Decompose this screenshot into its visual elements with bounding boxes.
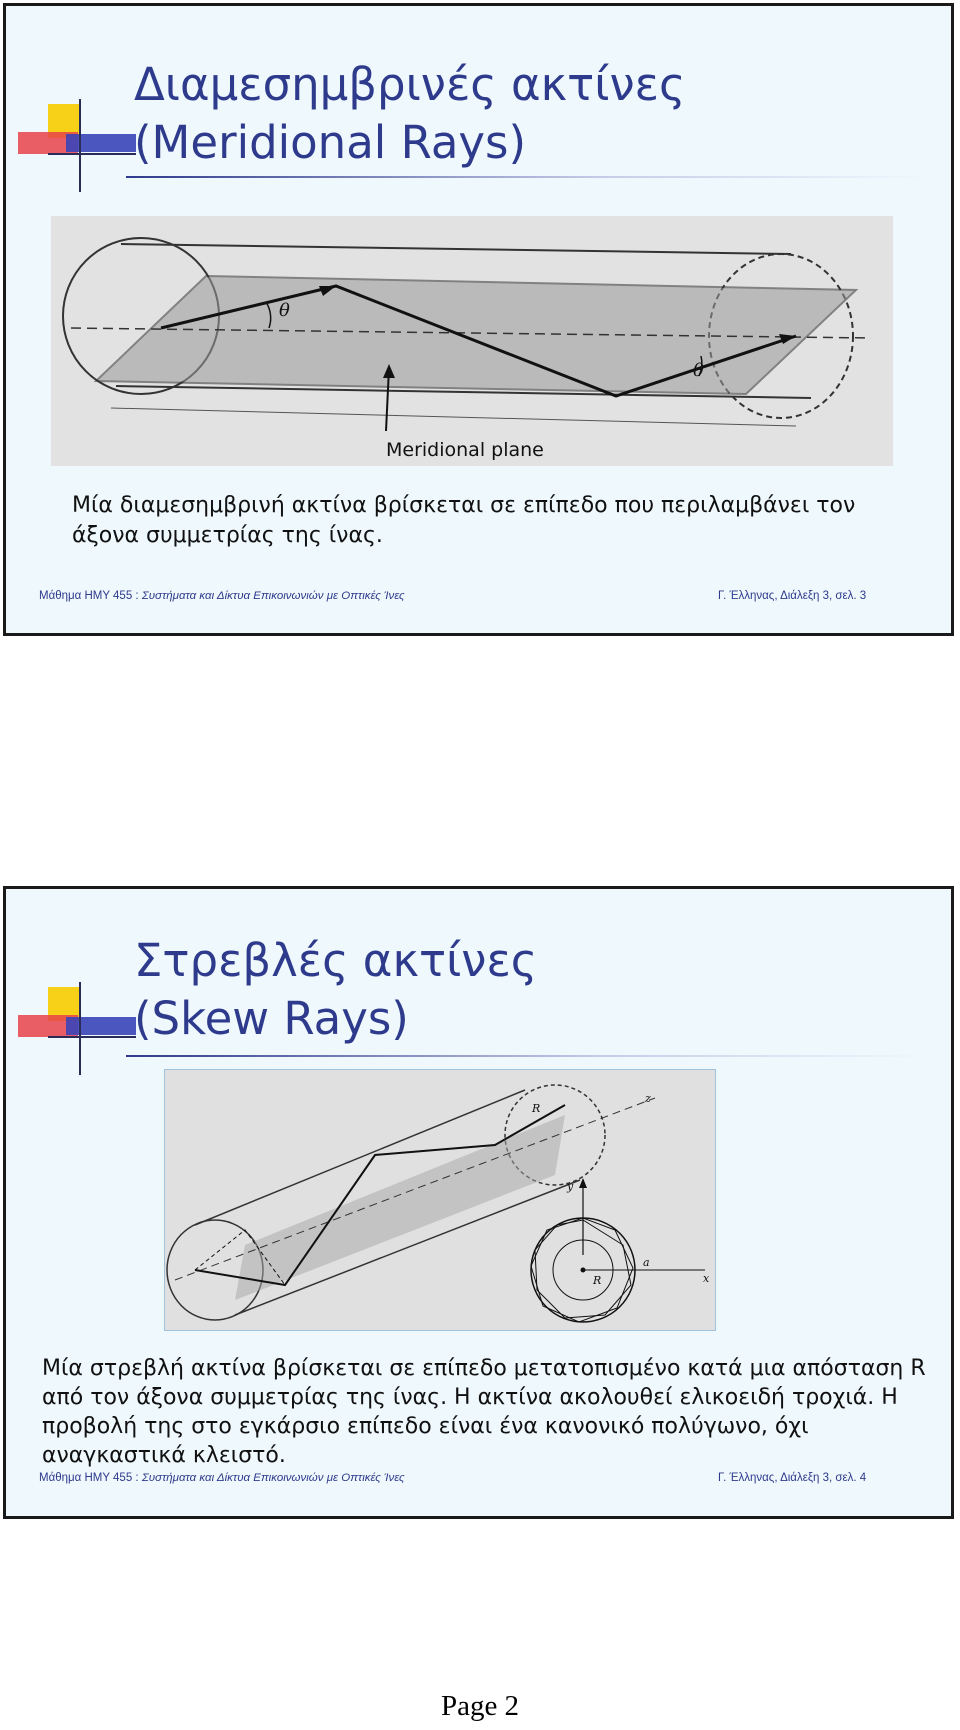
footer-course-prefix: Μάθημα ΗΜΥ 455 :: [39, 590, 142, 602]
slide-title-line1: Στρεβλές ακτίνες: [134, 934, 538, 987]
slide-body-text: Μία στρεβλή ακτίνα βρίσκεται σε επίπεδο μετατοπισμένο κατά μια απόσταση R από τον άξονα συμμετρίας της ίνας. Η ακτίνα ακολουθεί ελικοειδή τροχιά. Η προβολή της στο εγκάρσιο επίπεδο είναι ένα κανονικό πολύγωνο, όχι αναγκαστικά κλειστό.: [42, 1356, 926, 1468]
slide-footer-page: Γ. Έλληνας, Διάλεξη 3, σελ. 4: [718, 1472, 867, 1484]
page-number-label: Page 2: [440, 1690, 520, 1722]
title-divider: [126, 176, 926, 178]
title-divider: [126, 1055, 926, 1057]
slide-title-line2: (Meridional Rays): [134, 116, 527, 169]
slide-title: [134, 56, 685, 172]
meridional-ray-figure: [51, 216, 893, 466]
footer-course-name: Συστήματα και Δίκτυα Επικοινωνιών με Οπτικές Ίνες: [141, 1472, 405, 1484]
label-z: z: [645, 1092, 651, 1105]
label-R-top: R: [532, 1102, 541, 1115]
label-y: y: [567, 1180, 574, 1193]
angle-label-left: θ: [279, 300, 290, 321]
slide-title-line2: (Skew Rays): [134, 992, 409, 1045]
footer-course-name: Συστήματα και Δίκτυα Επικοινωνιών με Οπτικές Ίνες: [141, 590, 405, 602]
slide-title-line1: Διαμεσημβρινές ακτίνες: [134, 58, 686, 111]
slide-meridional-rays: [3, 3, 954, 636]
slide-footer-course: [39, 1472, 405, 1484]
angle-label-right: θ: [693, 360, 704, 381]
slide-footer-course: [39, 590, 405, 602]
footer-course-prefix: Μάθημα ΗΜΥ 455 :: [39, 1472, 142, 1484]
slide-footer-page: Γ. Έλληνας, Διάλεξη 3, σελ. 3: [718, 590, 867, 602]
slide-logo-icon: [18, 94, 136, 194]
skew-ray-figure: [164, 1069, 716, 1331]
slide-skew-rays: [3, 886, 954, 1519]
slide-logo-icon: [18, 977, 136, 1077]
label-a: a: [643, 1256, 650, 1269]
label-x: x: [703, 1272, 710, 1285]
label-R-circle: R: [593, 1274, 602, 1287]
slide-body-text: Μία διαμεσημβρινή ακτίνα βρίσκεται σε επίπεδο που περιλαμβάνει τον άξονα συμμετρίας της ίνας.: [72, 493, 856, 548]
meridional-plane-caption: Meridional plane: [386, 439, 544, 461]
slide-title: [134, 932, 537, 1048]
